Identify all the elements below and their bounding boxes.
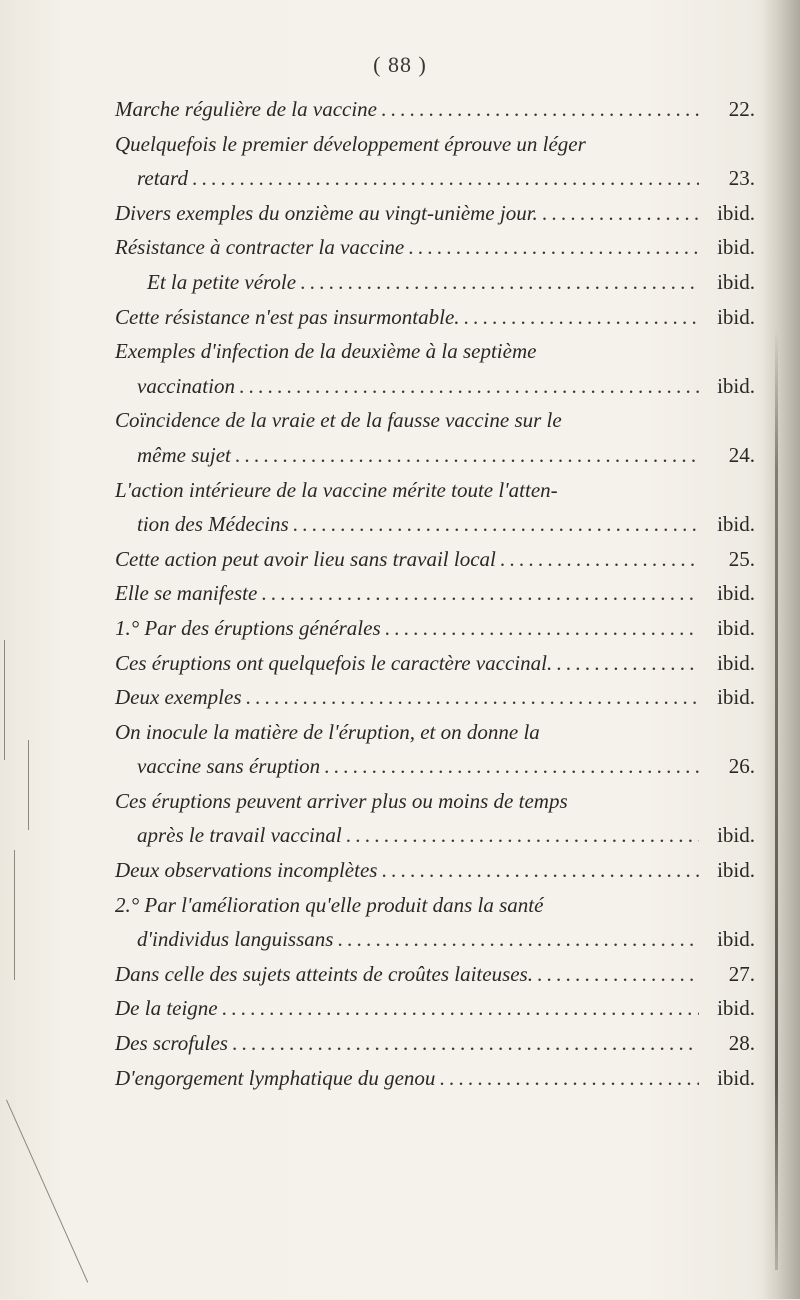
toc-entry	[115, 127, 755, 196]
toc-page-ref: ibid.	[717, 581, 755, 606]
dot-leader	[337, 922, 699, 957]
toc-page-ref: 24.	[728, 442, 755, 467]
toc-entry	[115, 542, 755, 577]
toc-entry	[115, 1061, 755, 1096]
toc-entry	[115, 1026, 755, 1061]
toc-entry-text: De la teigne	[115, 996, 218, 1021]
toc-entry-text: Quelquefois le premier développement éprouve un léger	[115, 131, 586, 156]
toc-page-ref: ibid.	[717, 512, 755, 537]
toc-entry-line	[115, 127, 755, 162]
toc-entry-text: On inocule la matière de l'éruption, et on donne la	[115, 719, 540, 744]
toc-entry-text: Cette résistance n'est pas insurmontable.	[115, 304, 460, 329]
dot-leader	[192, 161, 699, 196]
toc-entry-line	[115, 680, 755, 715]
toc-entry-text: Exemples d'infection de la deuxième à la septième	[115, 339, 537, 364]
toc-entry-text: Résistance à contracter la vaccine	[115, 235, 405, 260]
toc-entry-line	[115, 369, 755, 404]
toc-entry-text: Marche régulière de la vaccine	[115, 97, 377, 121]
toc-entry-text: D'engorgement lymphatique du genou	[115, 1065, 436, 1090]
toc-entry	[115, 576, 755, 611]
toc-entry-line	[115, 334, 755, 369]
toc-entry	[115, 957, 755, 992]
dot-leader	[381, 92, 699, 127]
toc-entry	[115, 715, 755, 784]
toc-entry-text: Dans celle des sujets atteints de croûtes laiteuses.	[115, 961, 533, 986]
toc-entry	[115, 230, 755, 265]
dot-leader	[300, 265, 699, 300]
toc-entry-line	[115, 1061, 755, 1096]
toc-entry-text: 2.° Par l'amélioration qu'elle produit dans la santé	[115, 892, 544, 917]
dot-leader	[261, 576, 699, 611]
page-edge-line	[775, 330, 778, 1270]
toc-entry-text: Ces éruptions ont quelquefois le caractère vaccinal.	[115, 650, 553, 675]
dot-leader	[239, 369, 699, 404]
toc-entry-line	[115, 853, 755, 888]
dot-leader	[439, 1061, 699, 1096]
dot-leader	[408, 230, 699, 265]
toc-page-ref: ibid.	[717, 269, 755, 294]
toc-entry-text: après le travail vaccinal	[137, 823, 342, 848]
toc-entry-text: 1.° Par des éruptions générales	[115, 615, 381, 640]
toc-entry	[115, 611, 755, 646]
toc-entry-line	[115, 646, 755, 681]
toc-entry-line	[115, 265, 755, 300]
toc-entry-text: Divers exemples du onzième au vingt-unième jour.	[115, 200, 538, 225]
toc-entry	[115, 473, 755, 542]
toc-entry-text: Coïncidence de la vraie et de la fausse vaccine sur le	[115, 408, 562, 433]
toc-entry-line	[115, 542, 755, 577]
toc-entry-text: tion des Médecins	[137, 512, 289, 537]
toc-entry	[115, 265, 755, 300]
toc-entry-text: Deux exemples	[115, 685, 242, 710]
toc-entry-line	[115, 403, 755, 438]
dot-leader	[232, 1026, 699, 1061]
toc-entry-line	[115, 438, 755, 473]
page-number: ( 88 )	[373, 52, 427, 77]
toc-entry-line	[115, 1026, 755, 1061]
dot-leader	[556, 646, 699, 681]
toc-entry	[115, 784, 755, 853]
toc-entry	[115, 196, 755, 231]
page-edge-shadow	[762, 0, 800, 1299]
toc-entry-text: Deux observations incomplètes	[115, 858, 378, 883]
toc-page-ref: ibid.	[717, 823, 755, 848]
toc-page-ref: ibid.	[717, 615, 755, 640]
toc-entry-line	[115, 300, 755, 335]
dot-leader	[346, 818, 699, 853]
toc-entry-text: L'action intérieure de la vaccine mérite toute l'atten-	[115, 477, 558, 502]
toc-entry-line	[115, 507, 755, 542]
toc-page-ref: ibid.	[717, 235, 755, 260]
toc-page-ref: 27.	[728, 961, 755, 986]
toc-entry	[115, 646, 755, 681]
dot-leader	[464, 300, 699, 335]
toc-entry-text: Cette action peut avoir lieu sans travail local	[115, 546, 496, 571]
toc-entry-line	[115, 818, 755, 853]
toc-entry	[115, 300, 755, 335]
toc-entry-line	[115, 957, 755, 992]
toc-entry-text: vaccination	[137, 373, 235, 398]
dot-leader	[381, 853, 699, 888]
dot-leader	[385, 611, 699, 646]
dot-leader	[293, 507, 699, 542]
toc-entry-line	[115, 611, 755, 646]
toc-entry-line	[115, 230, 755, 265]
toc-page-ref: ibid.	[717, 927, 755, 952]
dot-leader	[542, 196, 699, 231]
toc-entry-line	[115, 92, 755, 127]
dot-leader	[324, 749, 699, 784]
toc-entry-line	[115, 161, 755, 196]
toc-entry	[115, 888, 755, 957]
toc-page-ref: ibid.	[717, 1065, 755, 1090]
toc-page-ref: ibid.	[717, 650, 755, 675]
toc-entry	[115, 334, 755, 403]
dot-leader	[537, 957, 699, 992]
dot-leader	[246, 680, 699, 715]
toc-page-ref: ibid.	[717, 858, 755, 883]
toc-entry-line	[115, 576, 755, 611]
toc-entry	[115, 92, 755, 127]
toc-page-ref: ibid.	[717, 373, 755, 398]
toc-entry-text: même sujet	[137, 442, 231, 467]
toc-entry-line	[115, 196, 755, 231]
margin-marks	[0, 640, 40, 1300]
toc-page-ref: ibid.	[717, 200, 755, 225]
toc-entry-line	[115, 888, 755, 923]
toc-entry-text: Elle se manifeste	[115, 581, 258, 606]
toc-page-ref: ibid.	[717, 996, 755, 1021]
toc-page-ref: 23.	[728, 166, 755, 191]
toc-entry-text: Ces éruptions peuvent arriver plus ou moins de temps	[115, 788, 568, 813]
toc-entry-text: Des scrofules	[115, 1031, 228, 1056]
dot-leader	[500, 542, 699, 577]
toc-entry	[115, 853, 755, 888]
toc-page-ref: ibid.	[717, 304, 755, 329]
toc-entry-text: Et la petite vérole	[147, 269, 297, 294]
toc-entry-text: d'individus languissans	[137, 927, 334, 952]
toc-page-ref: 25.	[728, 546, 755, 571]
toc-entry-line	[115, 749, 755, 784]
toc-entry-line	[115, 991, 755, 1026]
table-of-contents	[115, 92, 755, 1095]
toc-entry	[115, 680, 755, 715]
toc-entry-line	[115, 473, 755, 508]
toc-entry-line	[115, 784, 755, 819]
toc-page-ref: 22.	[728, 97, 755, 121]
toc-entry	[115, 403, 755, 472]
dot-leader	[222, 991, 699, 1026]
toc-entry-line	[115, 922, 755, 957]
toc-entry-text: retard	[137, 166, 188, 191]
toc-entry-text: vaccine sans éruption	[137, 754, 321, 779]
toc-page-ref: 26.	[728, 754, 755, 779]
dot-leader	[235, 438, 699, 473]
toc-page-ref: 28.	[728, 1031, 755, 1056]
toc-page-ref: ibid.	[717, 685, 755, 710]
toc-entry	[115, 991, 755, 1026]
toc-entry-line	[115, 715, 755, 750]
